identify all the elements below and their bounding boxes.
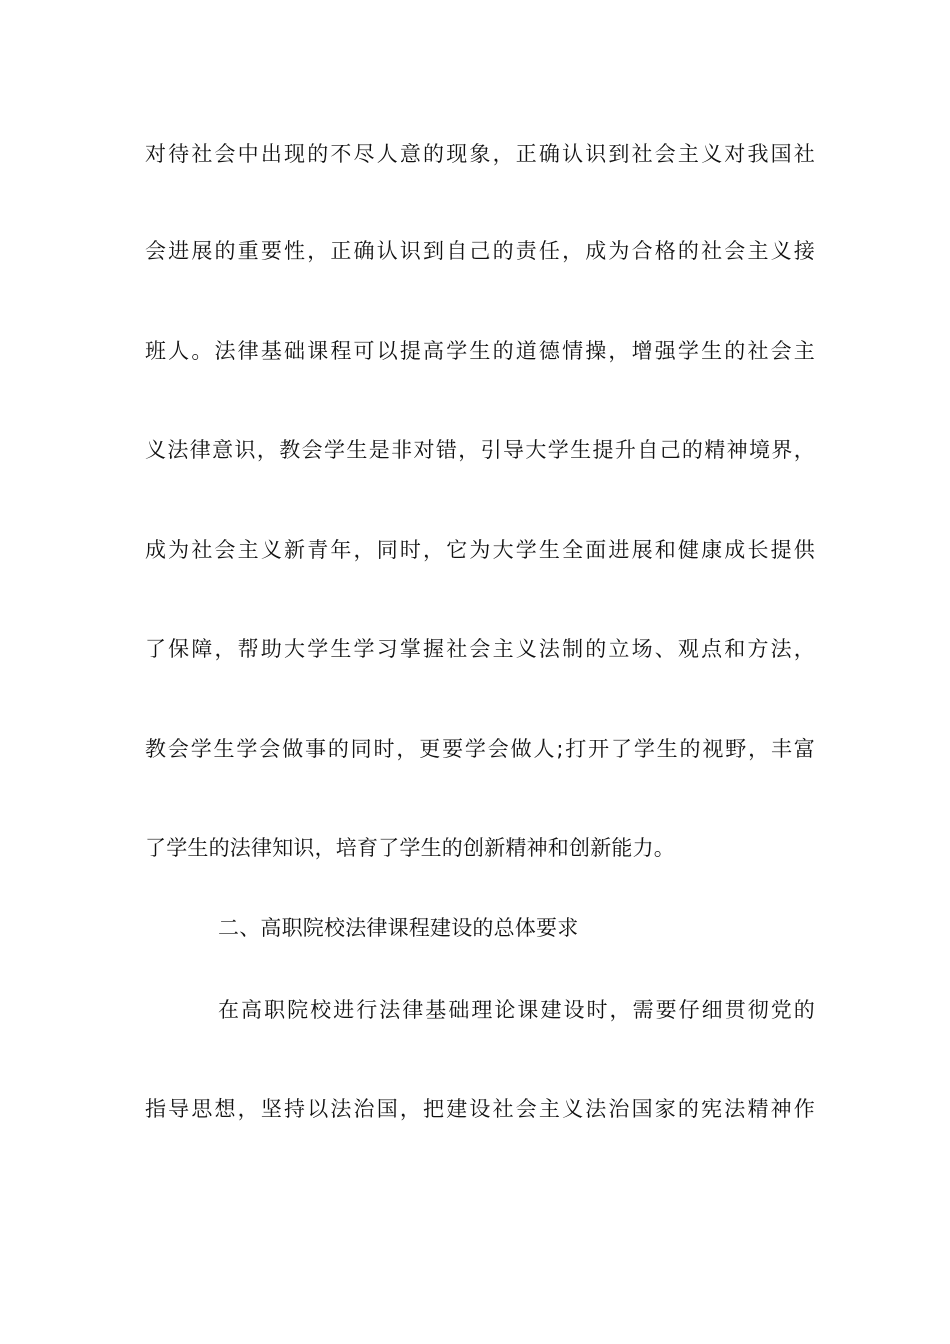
paragraph-line-3: 班人。法律基础课程可以提高学生的道德情操，增强学生的社会主: [145, 339, 815, 363]
paragraph2-line-1: 在高职院校进行法律基础理论课建设时，需要仔细贯彻党的: [218, 998, 815, 1022]
paragraph-line-2: 会进展的重要性，正确认识到自己的责任，成为合格的社会主义接: [145, 239, 815, 263]
paragraph-line-6: 了保障，帮助大学生学习掌握社会主义法制的立场、观点和方法，: [145, 637, 815, 661]
section-heading: 二、高职院校法律课程建设的总体要求: [218, 916, 579, 940]
paragraph-line-8: 了学生的法律知识，培育了学生的创新精神和创新能力。: [145, 836, 675, 860]
paragraph-line-5: 成为社会主义新青年，同时，它为大学生全面进展和健康成长提供: [145, 538, 815, 562]
paragraph2-line-2: 指导思想，坚持以法治国，把建设社会主义法治国家的宪法精神作: [145, 1097, 815, 1121]
paragraph-line-7: 教会学生学会做事的同时，更要学会做人;打开了学生的视野，丰富: [145, 737, 815, 761]
paragraph-line-1: 对待社会中出现的不尽人意的现象，正确认识到社会主义对我国社: [145, 142, 815, 166]
paragraph-line-4: 义法律意识，教会学生是非对错，引导大学生提升自己的精神境界，: [145, 438, 815, 462]
